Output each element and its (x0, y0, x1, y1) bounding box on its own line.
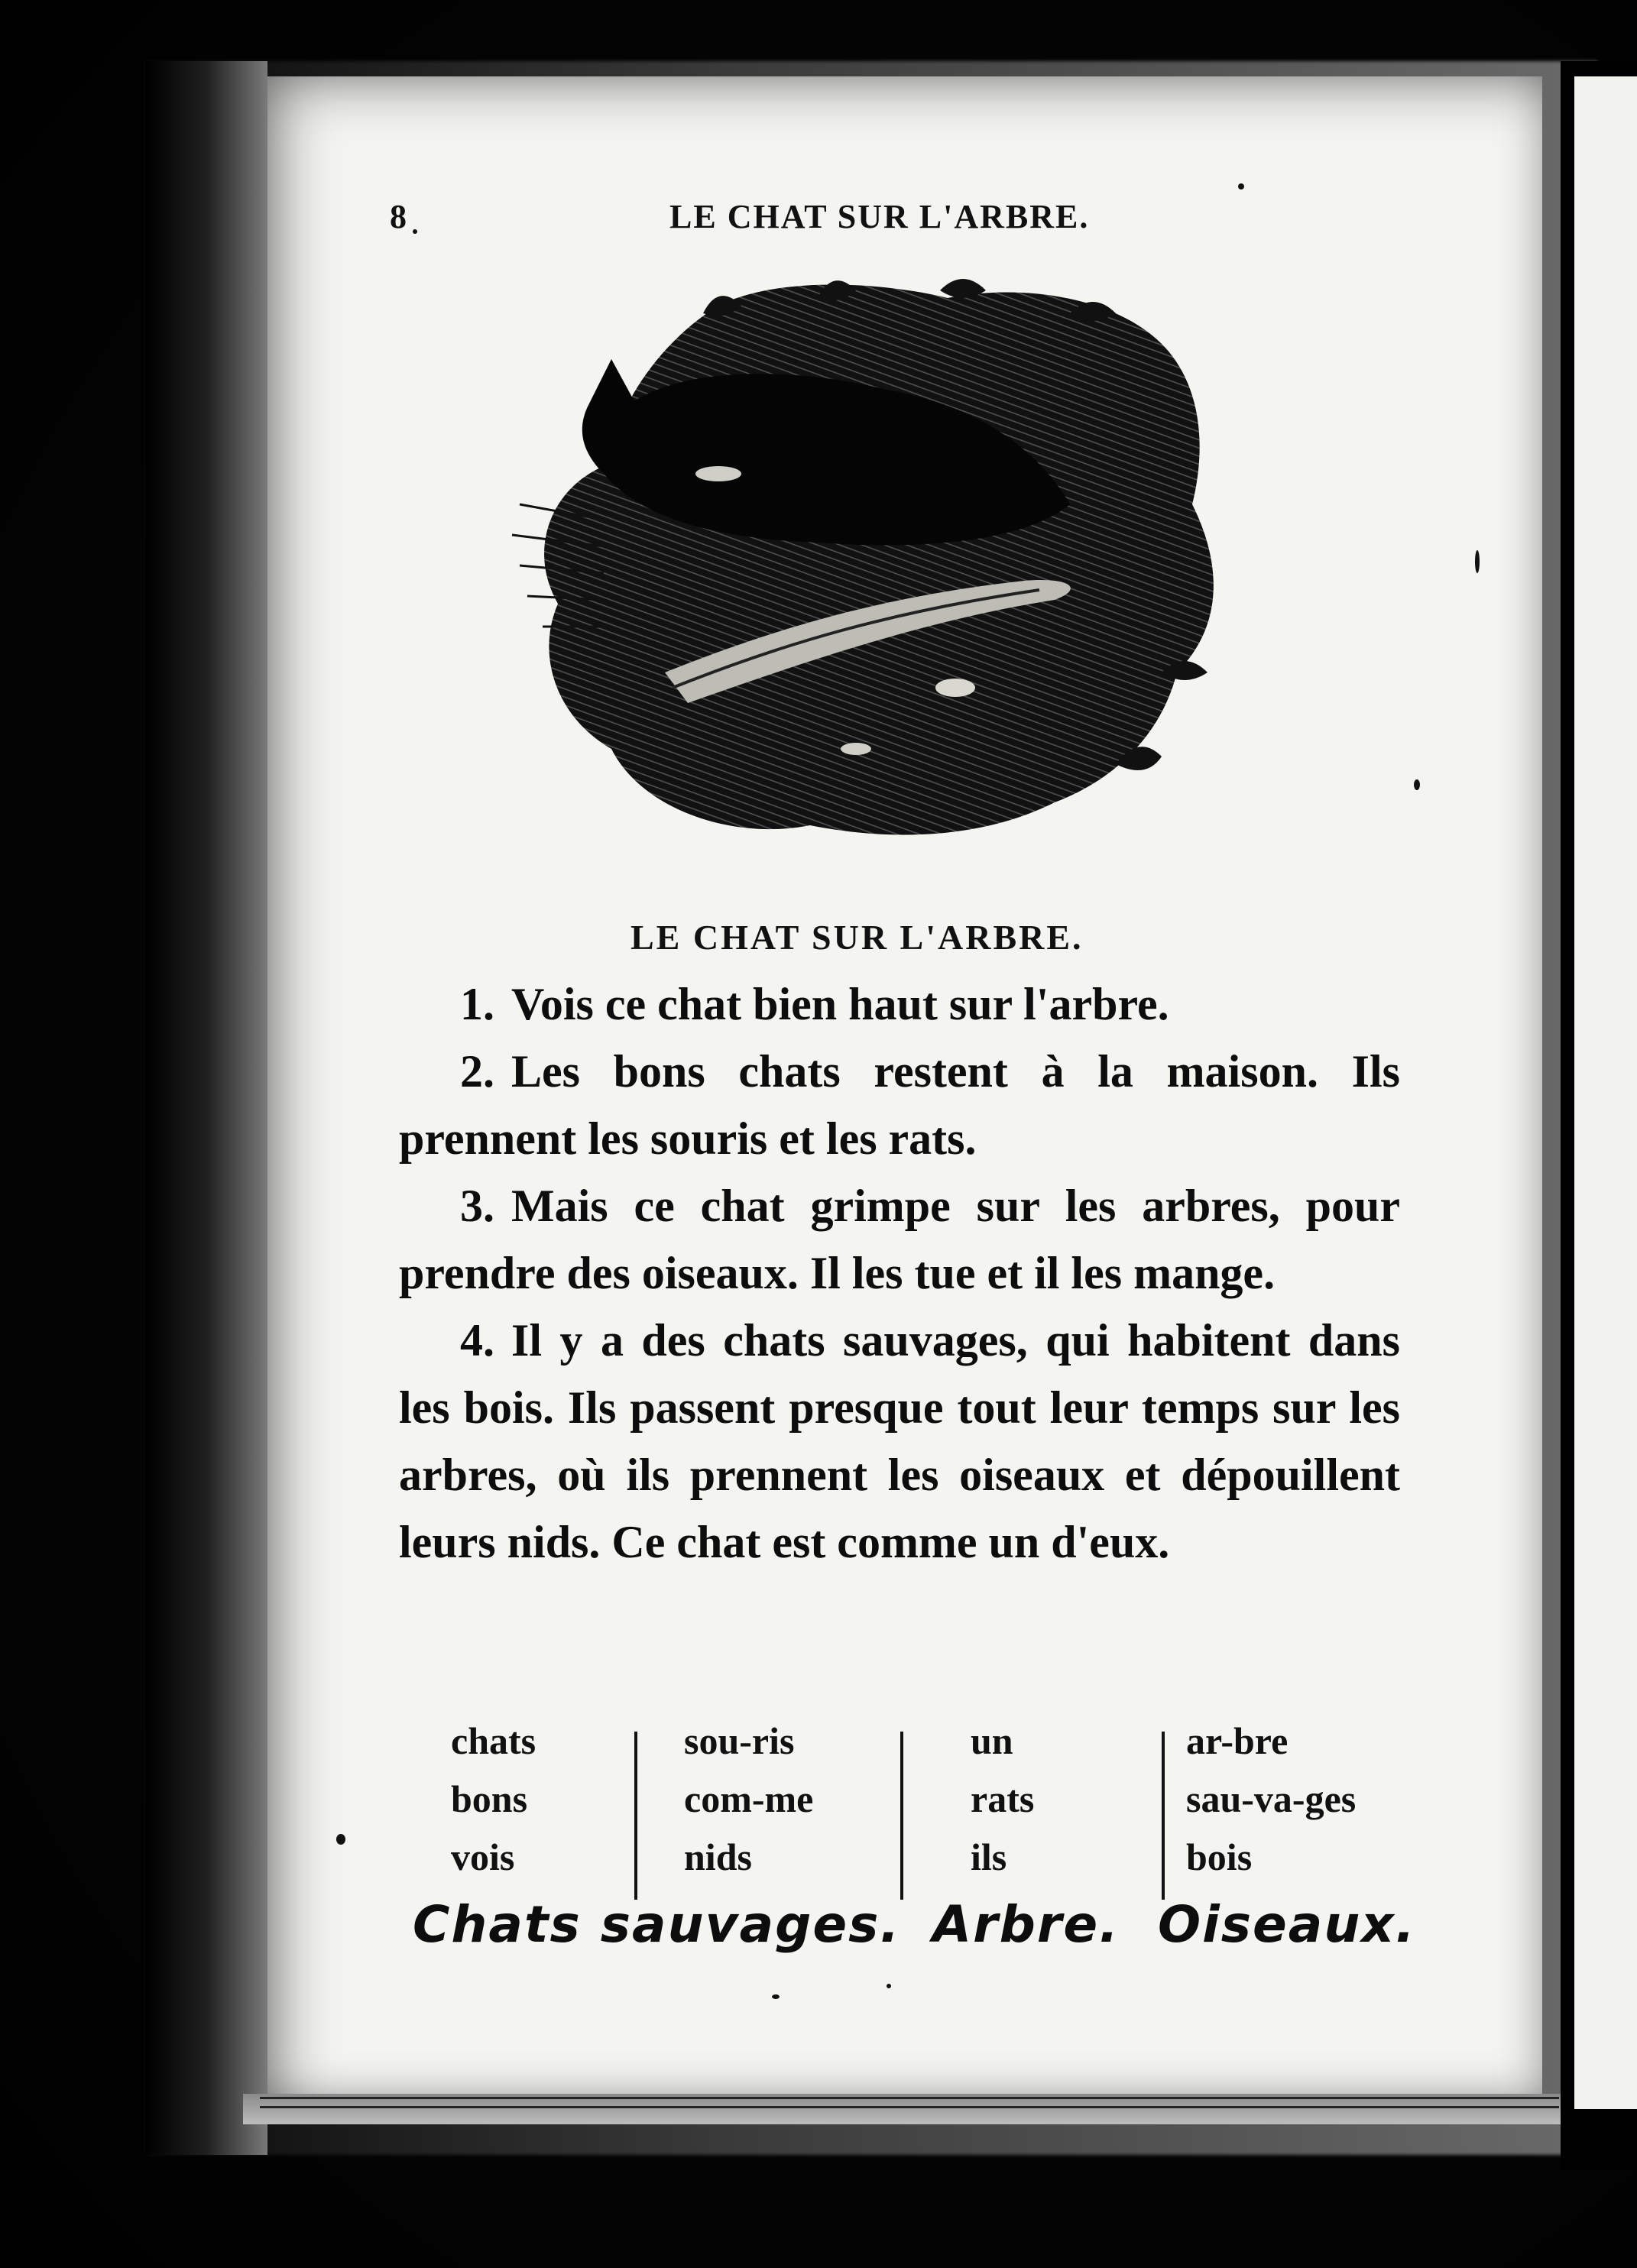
illustration-caption: LE CHAT SUR L'ARBRE. (630, 918, 1084, 957)
scan-speck (1475, 550, 1480, 573)
script-word: Chats sauvages. (413, 1895, 901, 1954)
vocabulary-table (428, 1712, 1421, 1887)
vocab-word: ils (971, 1835, 1007, 1878)
vocab-word: un (971, 1719, 1013, 1762)
vocab-word: nids (684, 1835, 752, 1878)
vocab-word: bois (1186, 1835, 1253, 1878)
paragraph-text: Mais ce chat grimpe sur les arbres, pour prendre des oiseaux. Il les tue et il les mange. (399, 1181, 1400, 1298)
vocab-word: sau-va-ges (1186, 1777, 1357, 1820)
page-number: 8 (390, 198, 408, 235)
paragraph-text: Vois ce chat bien haut sur l'arbre. (511, 979, 1169, 1029)
cat-in-tree-illustration (489, 275, 1330, 902)
scan-speck (1238, 183, 1244, 190)
paragraph (399, 1038, 1400, 1172)
lesson-text (399, 970, 1400, 1576)
script-word: Arbre. (932, 1895, 1120, 1954)
paragraph-text: Il y a des chats sauvages, qui habitent dans les bois. Ils passent presque tout leur temps sur les arbres, où ils prennent les oiseaux et dépouillent leurs nids. Ce chat est comme un d'eux. (399, 1315, 1400, 1567)
vocab-column (451, 1712, 536, 1886)
vocab-divider (634, 1732, 637, 1900)
running-head: LE CHAT SUR L'ARBRE. (669, 198, 1090, 235)
script-word: Oiseaux. (1158, 1895, 1416, 1954)
vocab-word: rats (971, 1777, 1035, 1820)
paragraph-number: 3. (460, 1181, 494, 1231)
bottom-rule (260, 2097, 1559, 2099)
vocab-word: chats (451, 1719, 536, 1762)
paragraph-number: 4. (460, 1315, 494, 1366)
paragraph-number: 2. (460, 1046, 494, 1097)
scan-speck (336, 1834, 345, 1845)
scan-speck (887, 1984, 891, 1988)
bottom-rule (260, 2106, 1559, 2108)
vocab-column (971, 1712, 1034, 1886)
paragraph (399, 970, 1400, 1038)
facing-page-strip (1574, 76, 1637, 2109)
vocab-divider (900, 1732, 903, 1900)
vocab-column (1186, 1712, 1356, 1886)
vocab-column (684, 1712, 813, 1886)
paragraph-number: 1. (460, 979, 494, 1029)
vocab-word: ar-bre (1186, 1719, 1289, 1762)
vocab-word: vois (451, 1835, 515, 1878)
vocab-word: sou-ris (684, 1719, 795, 1762)
paragraph-text: Les bons chats restent à la maison. Ils prennent les souris et les rats. (399, 1046, 1400, 1164)
vocab-word: com-me (684, 1777, 814, 1820)
scan-speck (413, 229, 417, 234)
vocab-word: bons (451, 1777, 528, 1820)
vocab-divider (1162, 1732, 1165, 1900)
paragraph (399, 1307, 1400, 1576)
scan-speck (1414, 779, 1420, 790)
page-gutter-shadow (145, 61, 267, 2155)
paragraph (399, 1172, 1400, 1307)
scan-speck (772, 1994, 780, 1999)
